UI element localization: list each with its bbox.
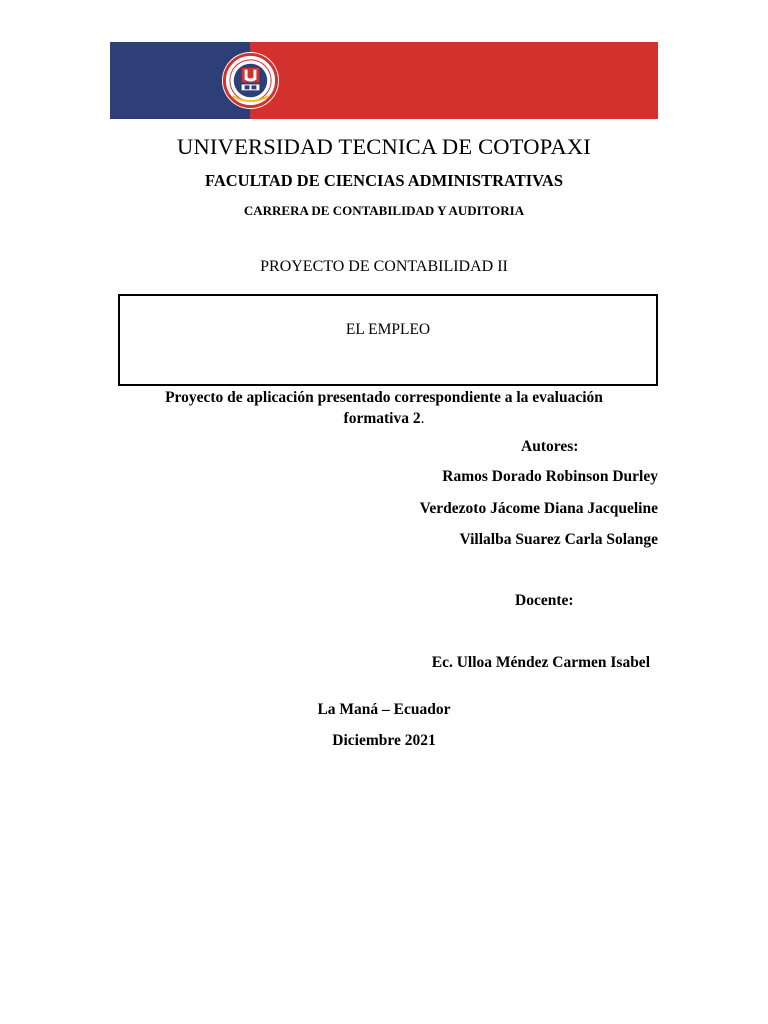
- faculty-title: FACULTAD DE CIENCIAS ADMINISTRATIVAS: [204, 171, 564, 190]
- description-line-2: [118, 408, 650, 429]
- date-text: Diciembre 2021: [332, 732, 436, 749]
- banner-red-band: [250, 42, 658, 119]
- topic-title: EL EMPLEO: [345, 321, 431, 338]
- university-seal-icon: [221, 51, 280, 110]
- description-line-1: Proyecto de aplicación presentado correspondiente a la evaluación: [165, 389, 603, 406]
- place-text: La Maná – Ecuador: [317, 701, 451, 718]
- teacher-label: Docente:: [515, 592, 574, 609]
- author-name: Villalba Suarez Carla Solange: [459, 531, 658, 548]
- author-name: Verdezoto Jácome Diana Jacqueline: [419, 500, 658, 517]
- author-name: Ramos Dorado Robinson Durley: [442, 468, 658, 485]
- project-description: [118, 387, 650, 429]
- teacher-name: Ec. Ulloa Méndez Carmen Isabel: [431, 654, 650, 671]
- description-line-2-end: .: [420, 410, 425, 427]
- project-title: PROYECTO DE CONTABILIDAD II: [260, 258, 508, 275]
- header-banner: [110, 42, 658, 119]
- description-line-2-bold: formativa 2: [343, 410, 421, 427]
- topic-box: [118, 294, 658, 386]
- career-title: CARRERA DE CONTABILIDAD Y AUDITORIA: [243, 203, 525, 218]
- authors-label: Autores:: [521, 438, 579, 455]
- university-title: UNIVERSIDAD TECNICA DE COTOPAXI: [177, 134, 591, 159]
